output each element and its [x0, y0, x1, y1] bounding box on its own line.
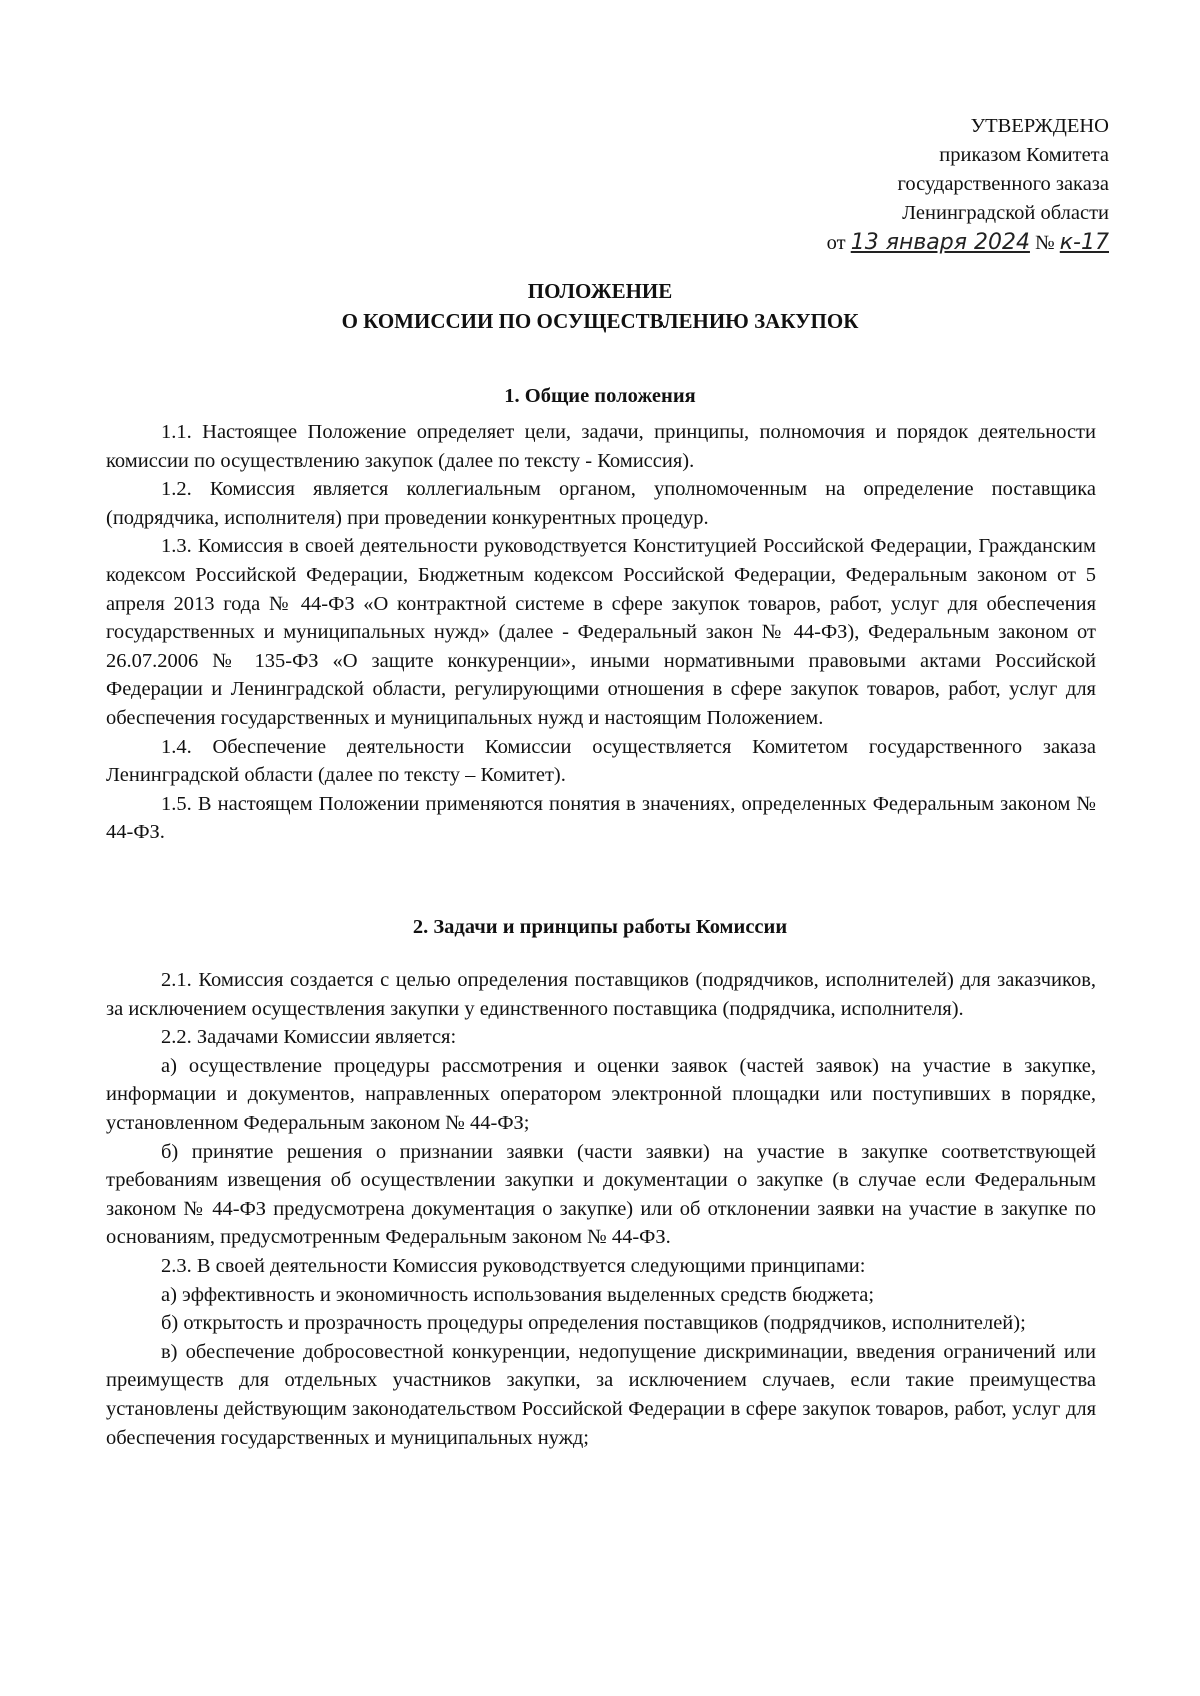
approval-date-line: [827, 228, 1109, 258]
approval-title: УТВЕРЖДЕНО: [970, 115, 1109, 137]
title-line: О КОМИССИИ ПО ОСУЩЕСТВЛЕНИЮ ЗАКУПОК: [341, 309, 859, 333]
paragraph: б) принятие решения о признании заявки (части заявки) на участие в закупке соответствующей требованиям извещения об осуществлении закупки и документации о закупке (в случае если Федеральным законом № 44-ФЗ предусмотрена документация о закупке) или об отклонении заявки на участие в закупке по основаниям, предусмотренным Федеральным законом № 44-ФЗ.: [106, 1140, 1096, 1249]
paragraph: 1.3. Комиссия в своей деятельности руководствуется Конституцией Российской Федерации, Гражданским кодексом Российской Федерации, Бюджетным кодексом Российской Федерации, Федеральным законом от 5 апреля 2013 года № 44-ФЗ «О контрактной системе в сфере закупок товаров, работ, услуг для обеспечения государственных и муниципальных нужд» (далее - Федеральный закон № 44-ФЗ), Федеральным законом от 26.07.2006 № 135-ФЗ «О защите конкуренции», иными нормативными правовыми актами Российской Федерации и Ленинградской области, регулирующими отношения в сфере закупок товаров, работ, услуг для обеспечения государственных и муниципальных нужд и настоящим Положением.: [106, 535, 1096, 729]
document-title: [100, 276, 1100, 336]
section-heading: 2. Задачи и принципы работы Комиссии: [412, 916, 788, 938]
paragraph: б) открытость и прозрачность процедуры определения поставщиков (подрядчиков, исполнителей);: [161, 1312, 1026, 1335]
number-prefix: №: [1035, 232, 1055, 254]
handwritten-date: 13 января 2024: [850, 230, 1030, 255]
paragraph: 2.3. В своей деятельности Комиссия руководствуется следующими принципами:: [161, 1254, 866, 1277]
paragraph: 2.2. Задачами Комиссии является:: [161, 1026, 457, 1049]
paragraph: 1.2. Комиссия является коллегиальным органом, уполномоченным на определение поставщика (подрядчика, исполнителя) при проведении конкурентных процедур.: [106, 478, 1096, 529]
approval-stamp-block: [827, 112, 1109, 258]
date-prefix: от: [826, 232, 846, 254]
paragraph: 1.4. Обеспечение деятельности Комиссии осуществляется Комитетом государственного заказа Ленинградской области (далее по тексту – Комитет).: [106, 735, 1096, 787]
paragraph: 1.5. В настоящем Положении применяются понятия в значениях, определенных Федеральным законом № 44-ФЗ.: [106, 792, 1096, 844]
approval-line: приказом Комитета: [939, 144, 1109, 166]
paragraph: а) эффективность и экономичность использования выделенных средств бюджета;: [161, 1283, 875, 1306]
handwritten-number: к-17: [1059, 230, 1109, 255]
paragraph: 1.1. Настоящее Положение определяет цели, задачи, принципы, полномочия и порядок деятельности комиссии по осуществлению закупок (далее по тексту - Комиссия).: [106, 421, 1096, 472]
paragraph: в) обеспечение добросовестной конкуренции, недопущение дискриминации, введения ограничений или преимуществ для отдельных участников закупки, за исключением случаев, если такие преимущества установлены действующим законодательством Российской Федерации в сфере закупок товаров, работ, услуг для обеспечения государственных и муниципальных нужд;: [106, 1340, 1096, 1449]
section-body: [106, 966, 1096, 1452]
approval-line: Ленинградской области: [902, 202, 1109, 224]
paragraph: а) осуществление процедуры рассмотрения и оценки заявок (частей заявок) на участие в закупке, информации и документов, направленных оператором электронной площадки или поступивших в порядке, установленном Федеральным законом № 44-ФЗ;: [106, 1054, 1096, 1134]
section-body: [106, 418, 1096, 847]
paragraph: 2.1. Комиссия создается с целью определения поставщиков (подрядчиков, исполнителей) для заказчиков, за исключением осуществления закупки у единственного поставщика (подрядчика, исполнителя).: [106, 969, 1096, 1020]
title-line: ПОЛОЖЕНИЕ: [527, 279, 673, 303]
section-heading: 1. Общие положения: [504, 385, 696, 407]
approval-line: государственного заказа: [897, 173, 1109, 195]
